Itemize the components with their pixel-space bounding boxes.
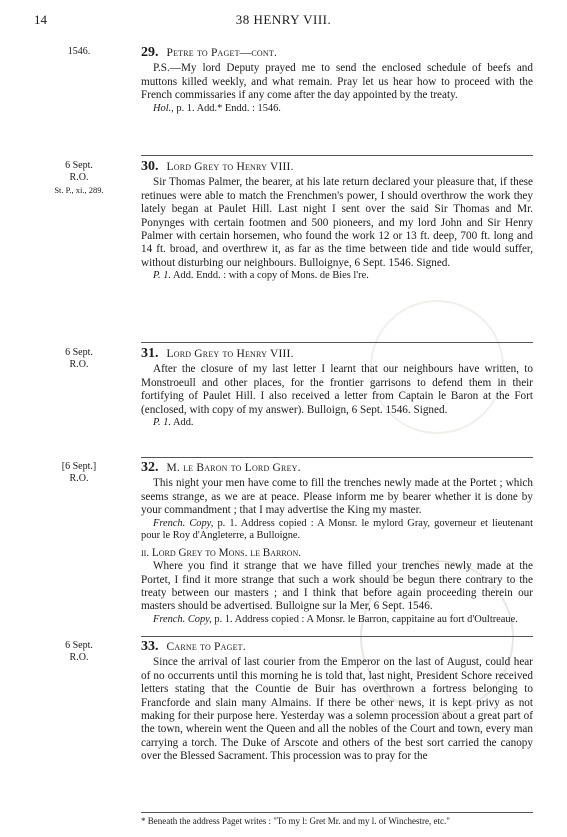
entry-heading: 32. M. le Baron to Lord Grey. bbox=[141, 460, 301, 475]
entry-margin bbox=[34, 347, 124, 371]
entry-heading: 30. Lord Grey to Henry VIII. bbox=[141, 159, 294, 174]
entry-30 bbox=[34, 160, 533, 283]
entry-sub-note: French. Copy, p. 1. Address copied : A Monsr. le Barron, cappitaine au fort d'Oultreaue. bbox=[153, 613, 518, 625]
running-title: 38 HENRY VIII. bbox=[235, 12, 332, 27]
entry-29 bbox=[34, 46, 533, 115]
entry-33 bbox=[34, 640, 533, 764]
entry-body bbox=[141, 461, 533, 626]
entry-divider bbox=[141, 457, 533, 458]
page-number: 14 bbox=[34, 12, 47, 27]
entry-note: French. Copy, p. 1. Address copied : A Monsr. le mylord Gray, governeur et lieutenant pour le Roy d'Angleterre, a Bulloigne. bbox=[141, 517, 533, 542]
entry-margin bbox=[34, 461, 124, 485]
entry-paragraph: Since the arrival of last courier from the Emperor on the last of August, could hear of no occurrents until this morning he is told that, last night, President Schore received letters stating that the Countie de Buir has overthrown a fortress belonging to Francforde and slain many Almains. If there be other news, it is kept privy as not making for their purpose here. Yesterday was a solemn procession about a great part of the town, wherein went the Queen and all the nobles of the Court and town, every man carrying a torch. The Duke of Arscote and others of the best sort carried the canopy over the Blessed Sacrament. This procession was to pray for the bbox=[141, 656, 533, 763]
entry-date: [6 Sept.] bbox=[61, 461, 97, 472]
entry-note: Hol., p. 1. Add.* Endd. : 1546. bbox=[153, 102, 281, 114]
entry-ref: R.O. bbox=[69, 172, 89, 183]
entry-ref-2: St. P., xi., 289. bbox=[54, 185, 104, 195]
entry-heading: 29. Petre to Paget—cont. bbox=[141, 45, 278, 60]
entry-date: 1546. bbox=[67, 46, 91, 57]
entry-divider bbox=[141, 342, 533, 343]
entry-heading: 33. Carne to Paget. bbox=[141, 639, 246, 654]
entry-31 bbox=[34, 347, 533, 430]
entry-date: 6 Sept. bbox=[65, 640, 93, 651]
entry-note: P. 1. Add. Endd. : with a copy of Mons. de Bies l're. bbox=[153, 270, 369, 282]
entry-ref: R.O. bbox=[69, 473, 89, 484]
entry-32 bbox=[34, 461, 533, 626]
entry-divider bbox=[141, 155, 533, 156]
entry-body bbox=[141, 160, 533, 283]
entry-paragraph: Sir Thomas Palmer, the bearer, at his late return declared your pleasure that, if these retinues were able to match the Frenchmen's power, I should overthrow the work they lately began at Paulet Hill. Last night I sent over the said Sir Thomas and Mr. Ponynges with certain footmen and 500 pioneers, and my lord John and Sir Henry Palmer with certain horsemen, who found the work 12 or 13 ft. deep, 700 ft. long and 14 ft. broad, and overthrew it, as far as the time between tide and tide would suffer, without disturbing our neighbours. Bulloignye, 6 Sept. 1546. Signed. bbox=[141, 176, 533, 269]
entry-date: 6 Sept. bbox=[65, 160, 93, 171]
entry-paragraph: After the closure of my last letter I learnt that our neighbours have written, to Monstroeull and other places, for the frontier garrisons to defend them in their fortifying of Paulet Hill. I also received a letter from Captain le Baron at the Fort (enclosed, with copy of my answer). Bulloign, 6 Sept. 1546. Signed. bbox=[141, 363, 533, 416]
entry-body bbox=[141, 640, 533, 764]
entry-paragraph: This night your men have come to fill the trenches newly made at the Portet ; which seems strange, as we are at peace. Please inform me by bearer whether it is done by your commandment ; that I may advertise the King my master. bbox=[141, 477, 533, 517]
entry-sub-paragraph: Where you find it strange that we have filled your trenches newly made at the Portet, I find it more strange that such a work should be begun there contrary to the treaty between our masters ; and I think that before again proceeding therein our masters should be advertised. Bulloigne sur la Mer, 6 Sept. 1546. bbox=[141, 560, 533, 613]
entry-divider bbox=[141, 636, 533, 637]
entry-body bbox=[141, 347, 533, 430]
entry-ref: R.O. bbox=[69, 652, 89, 663]
entry-heading: 31. Lord Grey to Henry VIII. bbox=[141, 346, 294, 361]
entry-margin bbox=[34, 160, 124, 196]
page-header bbox=[34, 12, 533, 28]
footnote-divider bbox=[141, 812, 533, 813]
entry-margin bbox=[34, 46, 124, 58]
entry-body bbox=[141, 46, 533, 115]
footnote: * Beneath the address Paget writes : "To my l: Gret Mr. and my l. of Winchestre, etc." bbox=[141, 816, 450, 826]
entry-sub-heading: ii. Lord Grey to Mons. le Barron. bbox=[141, 546, 302, 559]
entry-paragraph: P.S.—My lord Deputy prayed me to send the enclosed schedule of beefs and muttons killed weekly, and what remain. Pray let us hear how to proceed with the French commissaries if any come after the day appointed by the treaty. bbox=[141, 62, 533, 102]
entry-ref: R.O. bbox=[69, 359, 89, 370]
entry-note: P. 1. Add. bbox=[153, 417, 194, 429]
entry-date: 6 Sept. bbox=[65, 347, 93, 358]
entry-margin bbox=[34, 640, 124, 664]
